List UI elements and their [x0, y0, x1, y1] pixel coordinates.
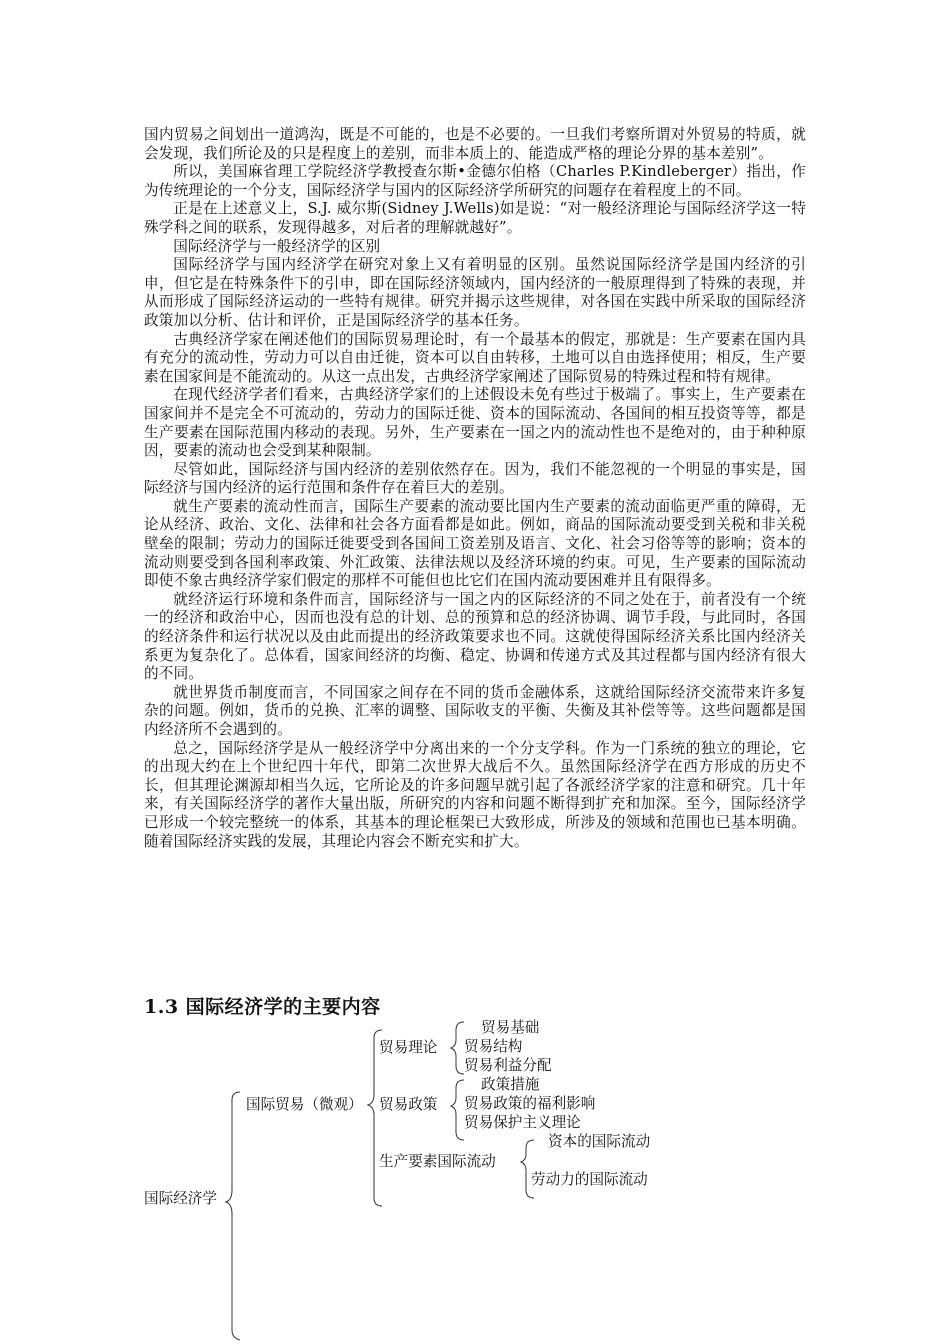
tree-leaf: 劳动力的国际流动: [531, 1171, 648, 1188]
tree-trade-theory: 贸易理论: [379, 1039, 438, 1056]
trade-policy-bracket: [451, 1080, 464, 1140]
tree-leaf: 政策措施: [481, 1076, 540, 1093]
paragraph: 古典经济学家在阐述他们的国际贸易理论时，有一个最基本的假定，那就是：生产要素在国内具有充分的流动性，劳动力可以自由迁徙，资本可以自由转移，土地可以自由选择使用；相反，生产要素在国家间是不能流动的。从这一点出发，古典经济学家阐述了国际贸易的特殊过程和特有规律。: [144, 330, 806, 385]
paragraph: 尽管如此，国际经济与国内经济的差别依然存在。因为，我们不能忽视的一个明显的事实是，国际经济与国内经济的运行范围和条件存在着巨大的差别。: [144, 460, 806, 497]
paragraph: 就经济运行环境和条件而言，国际经济与一国之内的区际经济的不同之处在于，前者没有一个统一的经济和政治中心，因而也没有总的计划、总的预算和总的经济协调、调节手段，与此同时，各国的经济条件和运行状况以及由此而提出的经济政策要求也不同。这就使得国际经济关系比国内经济关系更为复杂化了。总体看，国家间经济的均衡、稳定、协调和传递方式及其过程都与国内经济有很大的不同。: [144, 590, 806, 683]
tree-international-trade: 国际贸易（微观）: [246, 1096, 363, 1113]
factor-flow-bracket: [521, 1140, 534, 1198]
paragraph: 所以，美国麻省理工学院经济学教授查尔斯•金德尔伯格（Charles P.Kindleberger）指出，作为传统理论的一个分支，国际经济学与国内的区际经济学所研究的问题存在着程度上的不同。: [144, 163, 806, 199]
tree-factor-flow: 生产要素国际流动: [379, 1153, 496, 1170]
root-bracket: [226, 1092, 240, 1340]
paragraph: 就生产要素的流动性而言，国际生产要素的流动要比国内生产要素的流动面临更严重的障碍，无论从经济、政治、文化、法律和社会各方面看都是如此。例如，商品的国际流动要受到关税和非关税壁垒的限制；劳动力的国际迁徙要受到各国间工资差别及语言、文化、社会习俗等等的影响；资本的流动则要受到各国利率政策、外汇政策、法律法规以及经济环境的约束。可见，生产要素的国际流动即使不象古典经济学家们假定的那样不可能但也比它们在国内流动要困难并且有限得多。: [144, 497, 806, 590]
paragraph: 正是在上述意义上，S.J. 威尔斯(Sidney J.Wells)如是说：“对一般经济理论与国际经济学这一特殊学科之间的联系，发现得越多，对后者的理解就越好”。: [144, 200, 806, 236]
paragraph: 在现代经济学者们看来，古典经济学家们的上述假设未免有些过于极端了。事实上，生产要素在国家间并不是完全不可流动的，劳动力的国际迁徙、资本的国际流动、各国间的相互投资等等，都是生产要素在国际范围内移动的表现。另外，生产要素在一国之内的流动性也不是绝对的，由于种种原因，要素的流动也会受到某种限制。: [144, 386, 806, 460]
tree-leaf: 贸易基础: [481, 1019, 540, 1036]
tree-trade-policy: 贸易政策: [379, 1096, 438, 1113]
tree-leaf: 贸易利益分配: [464, 1057, 552, 1074]
paragraph: 总之，国际经济学是从一般经济学中分离出来的一个分支学科。作为一门系统的独立的理论，它的出现大约在上个世纪四十年代，即第二次世界大战后不久。虽然国际经济学在西方形成的历史不长，但其理论渊源却相当久远，它所论及的许多问题早就引起了各派经济学家的注意和研究。几十年来，有关国际经济学的著作大量出版，所研究的内容和问题不断得到扩充和加深。至今，国际经济学已形成一个较完整统一的体系，其基本的理论框架已大致形成，所涉及的领域和范围也已基本明确。随着国际经济实践的发展，其理论内容会不断充实和扩大。: [144, 739, 806, 850]
subheading: 国际经济学与一般经济学的区别: [173, 237, 381, 255]
tree-leaf: 贸易保护主义理论: [464, 1114, 581, 1131]
paragraph: 国内贸易之间划出一道鸿沟，既是不可能的，也是不必要的。一旦我们考察所谓对外贸易的特质，就会发现，我们所论及的只是程度上的差别，而非本质上的、能造成严格的理论分界的基本差别”。: [144, 126, 806, 162]
tree-leaf: 资本的国际流动: [548, 1133, 651, 1150]
paragraph: 就世界货币制度而言，不同国家之间存在不同的货币金融体系，这就给国际经济交流带来许多复杂的问题。例如，货币的兑换、汇率的调整、国际收支的平衡、失衡及其补偿等等。这些问题都是国内经济所不会遇到的。: [144, 683, 806, 738]
paragraph: 国际经济学与国内经济学在研究对象上又有着明显的区别。虽然说国际经济学是国内经济的引申，但它是在特殊条件下的引申，即在国际经济领域内，国内经济的一般原理得到了特殊的表现，并从而形成了国际经济运动的一些特有规律。研究并揭示这些规律，对各国在实践中所采取的国际经济政策加以分析、估计和评价，正是国际经济学的基本任务。: [144, 256, 806, 329]
tree-root: 国际经济学: [144, 1190, 217, 1207]
trade-theory-bracket: [451, 1022, 464, 1074]
section-heading: 1.3 国际经济学的主要内容: [144, 996, 381, 1018]
tree-leaf: 贸易政策的福利影响: [464, 1095, 596, 1112]
tree-leaf: 贸易结构: [464, 1038, 523, 1055]
